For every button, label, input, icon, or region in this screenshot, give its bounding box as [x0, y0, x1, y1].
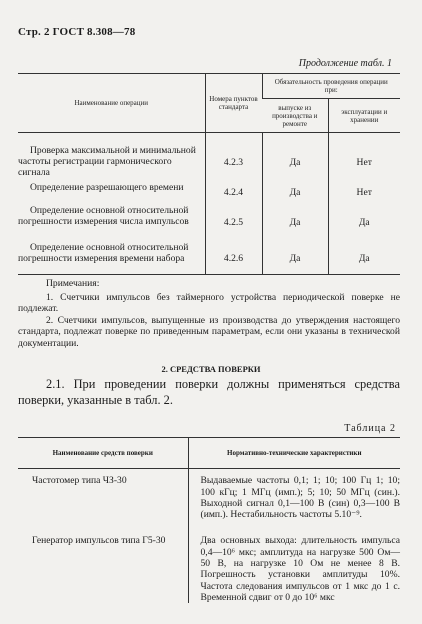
table-row-release: Да [262, 178, 328, 200]
col-operation-name: Наименование операции [18, 74, 205, 133]
table2-label: Таблица 2 [344, 423, 396, 434]
table-row-name: Проверка максимальной и минимальной частоты регистрации гармонического сигнала [18, 145, 196, 178]
operations-table [18, 73, 400, 275]
col-characteristics: Нормативно-технические характеристики [188, 438, 400, 469]
notes-title: Примечания: [46, 278, 100, 289]
col-item-number: Номера пунктов стандарта [205, 74, 262, 133]
body-paragraph: 2.1. При проведении поверки должны применяться средства поверки, указанные в табл. 2. [18, 377, 400, 407]
table-row-name: Определение основной относительной погрешности измерения времени набора [18, 237, 205, 274]
col-instrument-name: Наименование средств поверки [18, 438, 188, 469]
table-row-item: 4.2.6 [205, 237, 262, 274]
table-row-storage: Да [328, 237, 400, 274]
table-row-storage: Нет [328, 178, 400, 200]
table-row-storage: Нет [328, 133, 400, 179]
table-continuation-label: Продолжение табл. 1 [298, 58, 392, 69]
table-row-name: Генератор импульсов типа Г5-30 [32, 535, 166, 547]
page-header: Стр. 2 ГОСТ 8.308—78 [18, 26, 136, 38]
table-row-name: Определение разрешающего времени [30, 182, 184, 193]
section-heading: 2. СРЕДСТВА ПОВЕРКИ [161, 364, 261, 374]
note-item: 1. Счетчики импульсов без таймерного устройства периодической поверке не подлежат. [18, 291, 400, 315]
table-row-release: Да [262, 200, 328, 237]
table-row-spec: Выдаваемые частоты 0,1; 1; 10; 100 Гц 1; 10; 100 кГц; 1 МГц (имп.); 5; 10; 50 МГц (син.). Выходной сигнал 0,1—100 В (син) 0,3—100 В (имп.). Нестабильность частоты 5.10⁻⁹. [188, 469, 400, 535]
table-row-release: Да [262, 133, 328, 179]
table-row-item: 4.2.4 [205, 178, 262, 200]
note-item: 2. Счетчики импульсов, выпущенные из производства до утверждения настоящего стандарта, подлежат поверке по приведенным параметрам, если они указаны в технической документации. [18, 314, 400, 349]
col-operation-storage: эксплуатации и хранении [328, 99, 400, 133]
table-row-spec: Два основных выхода: длительность импульса 0,4—10⁶ мкс; амплитуда на нагрузке 500 Ом—50 В, на нагрузке 10 Ом не менее 8 В. Погрешность установки амплитуды 10%. Частота следования импульсов от 1 мкс до 1 с. Временной сдвиг от 0 до 10⁶ мкс [188, 534, 400, 603]
table-row-item: 4.2.3 [205, 133, 262, 179]
instruments-table [18, 437, 400, 603]
notes-block [18, 278, 400, 350]
table-row-item: 4.2.5 [205, 200, 262, 237]
col-obligation: Обязательность проведения операции при: [262, 74, 400, 99]
table-row-name: Частотомер типа ЧЗ-30 [32, 475, 127, 487]
table-row-release: Да [262, 237, 328, 274]
table-row-name: Определение основной относительной погрешности измерения числа импульсов [18, 205, 189, 227]
col-release-repair: выпуске из производства и ремонте [262, 99, 328, 133]
table-row-storage: Да [328, 200, 400, 237]
